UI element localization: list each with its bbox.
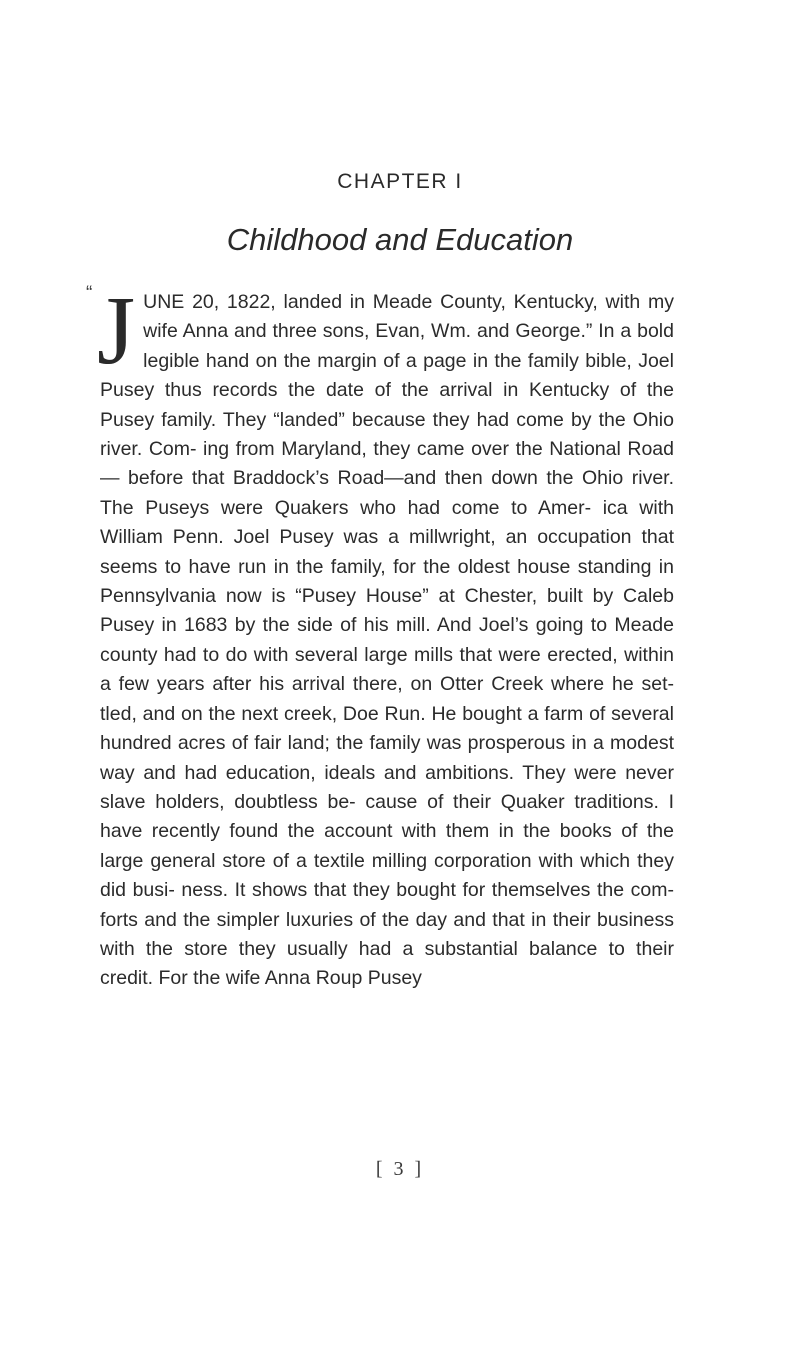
- body-paragraph: UNE 20, 1822, landed in Meade County, Kentucky, with my wife Anna and three sons, Evan, Wm. and George.” In a bold legible hand on the margin of a page in the family bible, Joel Pusey thus records the date of the arrival in Kentucky of the Pusey family. They “landed” because they had come by the Ohio river. Com- ing from Maryland, they came over the National Road— before that Braddock’s Road—and then down the Ohio river. The Puseys were Quakers who had come to Amer- ica with William Penn. Joel Pusey was a millwright, an occupation that seems to have run in the family, for the oldest house standing in Pennsylvania now is “Pusey House” at Chester, built by Caleb Pusey in 1683 by the side of his mill. And Joel’s going to Meade county had to do with several large mills that were erected, within a few years after his arrival there, on Otter Creek where he set- tled, and on the next creek, Doe Run. He bought a farm of several hundred acres of fair land; the family was prosperous in a modest way and had education, ideals and ambitions. They were never slave holders, doubtless be- cause of their Quaker traditions. I have recently found the account with them in the books of the large general store of a textile milling corporation with which they did busi- ness. It shows that they bought for themselves the com- forts and the simpler luxuries of the day and that in their business with the store they usually had a substantial balance to their credit. For the wife Anna Roup Pusey: [100, 291, 674, 990]
- opening-quote-mark: “: [86, 283, 93, 304]
- chapter-label: CHAPTER I: [337, 170, 463, 193]
- drop-cap: J: [97, 277, 136, 385]
- chapter-title: Childhood and Education: [226, 222, 574, 257]
- page-number: [ 3 ]: [375, 1158, 425, 1180]
- chapter-body: [86, 277, 674, 994]
